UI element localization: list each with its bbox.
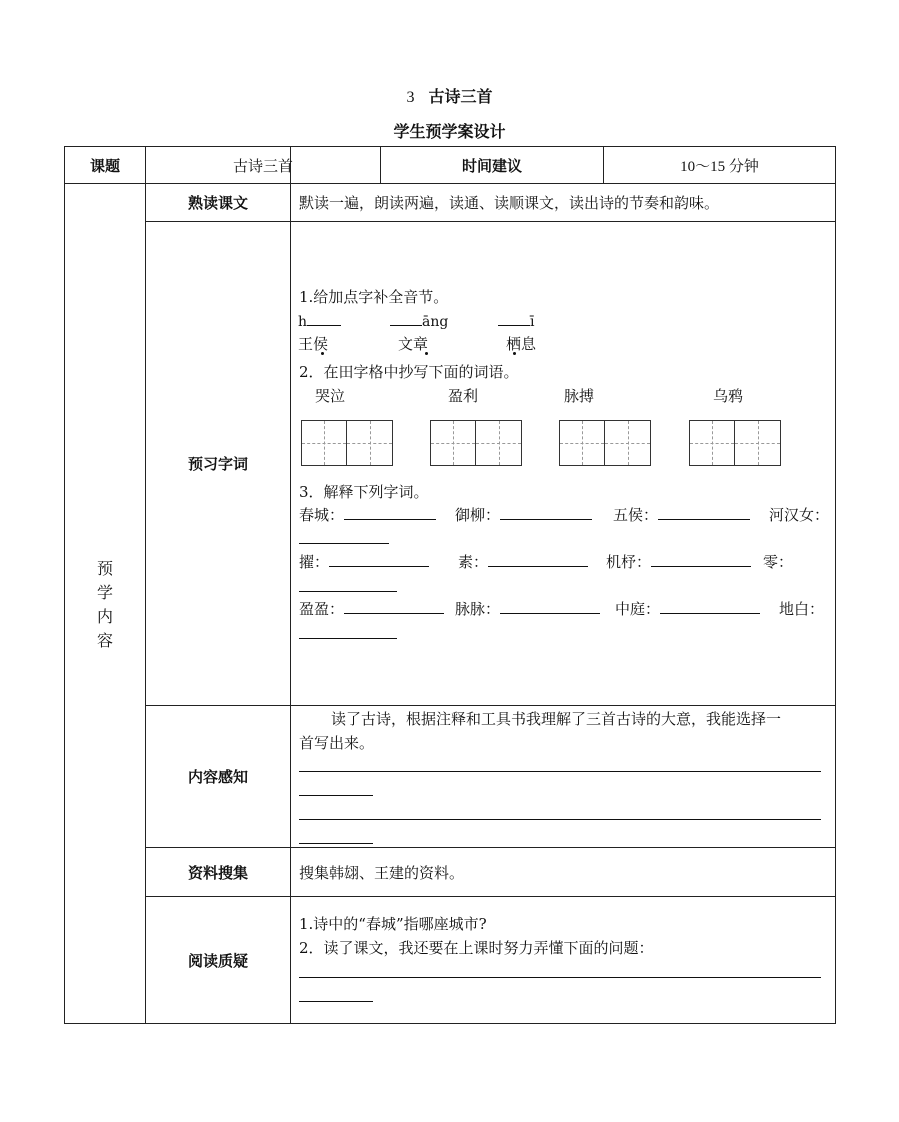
topic-value: 古诗三首: [232, 156, 293, 175]
lesson-title: 古诗三首: [428, 87, 493, 106]
label-read: 熟读课文: [187, 194, 248, 212]
term: 中庭：: [615, 597, 760, 621]
copy-word-1: 哭泣: [315, 387, 346, 405]
term: 春城：: [299, 503, 436, 527]
time-value: 10～15 分钟: [680, 158, 759, 175]
section-char: 内: [96, 607, 113, 626]
content-line2: 首写出来。: [299, 734, 375, 752]
prestudy-table: [64, 146, 836, 1024]
read-content: 默读一遍，朗读两遍，读通、读顺课文，读出诗的节奏和韵味。: [299, 194, 720, 212]
vocab-q3: 3．解释下列字词。: [299, 483, 429, 501]
vocab-q2: 2．在田字格中抄写下面的词语。: [299, 363, 519, 381]
label-collect: 资料搜集: [187, 863, 248, 882]
term: 五侯：: [613, 503, 750, 527]
term: 地白：: [779, 600, 825, 618]
section-label: [65, 557, 145, 653]
section-char: 学: [96, 583, 113, 602]
term: 擢：: [299, 550, 429, 574]
content-line1: 读了古诗，根据注释和工具书我理解了三首古诗的大意，我能选择一: [331, 710, 782, 728]
word-wanghou: 王侯: [298, 335, 329, 353]
vocab-q1: 1.给加点字补全音节。: [299, 288, 449, 306]
copy-word-3: 脉搏: [564, 387, 595, 405]
term: 盈盈：: [299, 597, 444, 621]
question-q1: 1.诗中的“春城”指哪座城市?: [299, 915, 487, 933]
label-topic: 课题: [89, 156, 120, 175]
section-char: 容: [96, 631, 113, 650]
tianzige-box[interactable]: [301, 420, 393, 466]
collect-content: 搜集韩翃、王建的资料。: [299, 863, 465, 882]
doc-title: [0, 84, 899, 107]
tianzige-box[interactable]: [559, 420, 651, 466]
pinyin-blank-2: āng: [390, 311, 448, 330]
term: 脉脉：: [455, 597, 600, 621]
term: 机杼：: [606, 550, 751, 574]
question-q2: 2．读了课文，我还要在上课时努力弄懂下面的问题：: [299, 939, 654, 957]
pinyin-blank-3: ī: [498, 311, 534, 330]
term: 零：: [763, 553, 794, 571]
label-time: 时间建议: [461, 156, 522, 175]
term: 河汉女：: [769, 506, 830, 524]
copy-word-2: 盈利: [448, 387, 479, 405]
word-qixi: 栖息: [506, 335, 537, 353]
word-wenzhang: 文章: [398, 335, 429, 353]
pinyin-blank-1: h: [298, 311, 341, 330]
copy-word-4: 乌鸦: [713, 387, 744, 405]
lesson-number: 3: [406, 89, 415, 106]
doc-subtitle: 学生预学案设计: [393, 122, 506, 141]
label-question: 阅读质疑: [187, 951, 248, 970]
label-content: 内容感知: [187, 768, 248, 786]
tianzige-box[interactable]: [689, 420, 781, 466]
term: 御柳：: [455, 503, 592, 527]
label-vocab: 预习字词: [187, 455, 248, 473]
section-char: 预: [96, 559, 113, 578]
tianzige-box[interactable]: [430, 420, 522, 466]
term: 素：: [458, 550, 588, 574]
